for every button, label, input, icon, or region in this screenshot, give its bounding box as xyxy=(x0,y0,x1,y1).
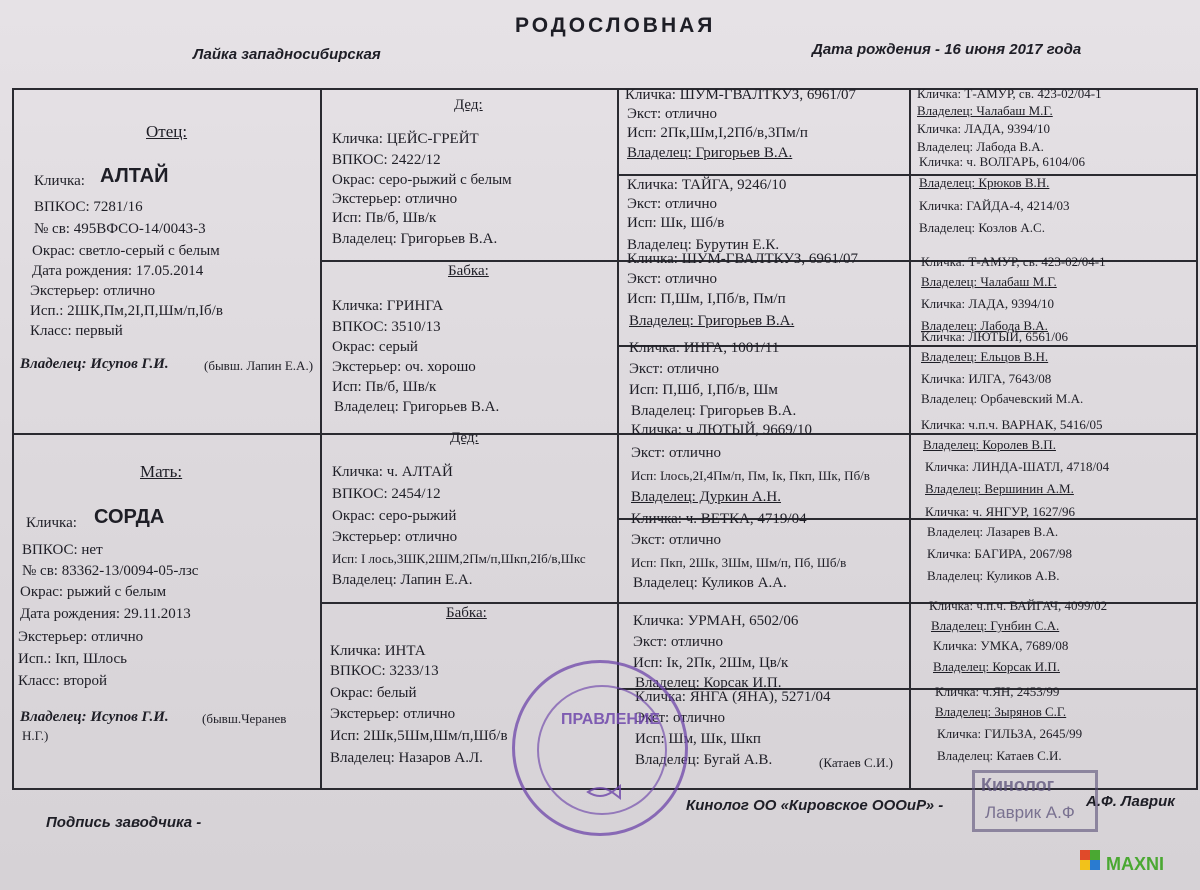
mother-exterior: Экстерьер: отлично xyxy=(18,629,144,645)
stamp-text: ПРАВЛЕНИЕ xyxy=(561,711,661,728)
gg-trials: Исп: П,Шм, І,Пб/в, Пм/п xyxy=(627,291,786,307)
gg-owner: Владелец: Бурутин Е.К. xyxy=(627,237,780,253)
gen4-name: Кличка: Т-АМУР, св. 423-02/04-1 xyxy=(921,254,1106,269)
father-registration: № св: 495ВФСО-14/0043-3 xyxy=(34,221,206,237)
gen4-name: Кличка: ИЛГА, 7643/08 xyxy=(921,371,1052,386)
mother-name-label: Кличка: xyxy=(26,515,77,531)
great-grandparent-cell xyxy=(621,422,911,518)
gg-name: Кличка: ч ЛЮТЫЙ, 9669/10 xyxy=(631,422,812,438)
gg-trials: Исп: Пкп, 2Шк, 3Шм, Шм/п, Пб, Шб/в xyxy=(631,555,847,570)
father-vpkos: ВПКОС: 7281/16 xyxy=(34,199,143,215)
gen4-name: Кличка: ч.п.ч. ВАЙГАЧ, 4099/02 xyxy=(929,598,1108,613)
gg-name: Кличка: ШУМ-ГВАЛТКУЗ, 6961/07 xyxy=(627,251,858,267)
breeder-signature-label: Подпись заводчика - xyxy=(46,814,202,831)
grandparent-trials: Исп: 2Шк,5Шм,Шм/п,Шб/в xyxy=(330,728,508,744)
grandparent-exterior: Экстерьер: отлично xyxy=(332,529,458,545)
grandparent-exterior: Экстерьер: оч. хорошо xyxy=(332,359,476,375)
watermark-text: MAXNI xyxy=(1106,854,1164,874)
gg-exterior: Экст: отлично xyxy=(627,196,718,212)
gen4-owner: Владелец: Куликов А.В. xyxy=(927,568,1060,583)
gen4-name: Кличка: ЛАДА, 9394/10 xyxy=(917,121,1050,136)
grandparent-trials: Исп: Пв/б, Шв/к xyxy=(332,379,437,395)
gen4-owner: Владелец: Крюков В.Н. xyxy=(919,175,1050,190)
gen4-owner: Владелец: Ельцов В.Н. xyxy=(921,349,1049,364)
grandparent-heading: Бабка: xyxy=(448,263,489,279)
father-name-label: Кличка: xyxy=(34,173,85,189)
gg-owner: Владелец: Корсак И.П. xyxy=(635,675,782,691)
father-trials: Исп.: 2ШК,Пм,2І,П,Шм/п,Іб/в xyxy=(30,303,223,319)
mother-vpkos: ВПКОС: нет xyxy=(22,542,103,558)
gen4-owner: Владелец: Орбачевский М.А. xyxy=(921,391,1084,406)
mother-cell xyxy=(14,435,320,788)
gg-exterior: Экст: отлично xyxy=(627,106,718,122)
gg-name: Кличка: ТАЙГА, 9246/10 xyxy=(627,177,787,193)
mother-owner-note-cont: Н.Г.) xyxy=(22,728,49,743)
gg-exterior: Экст: отлично xyxy=(631,445,722,461)
grandparent-color: Окрас: серо-рыжий с белым xyxy=(332,172,512,188)
gg-exterior: Экст: отлично xyxy=(627,271,718,287)
great-grandparent-cell xyxy=(621,251,911,346)
grandparent-cell xyxy=(322,430,617,602)
gg-exterior: Экст: отлично xyxy=(633,634,724,650)
gen4-column xyxy=(913,154,1200,260)
organization-round-stamp xyxy=(512,660,688,836)
gg-owner: Владелец: Григорьев В.А. xyxy=(629,313,795,329)
grandparent-name: Кличка: ИНТА xyxy=(330,643,426,659)
great-grandparent-cell xyxy=(621,511,911,602)
mother-owner-note: (бывш.Черанев xyxy=(202,711,287,726)
grandparent-exterior: Экстерьер: отлично xyxy=(330,706,456,722)
gen4-owner: Владелец: Лабода В.А. xyxy=(917,139,1044,154)
gg-name: Кличка: ч. ВЕТКА, 4719/04 xyxy=(631,511,807,527)
gg-trials: Исп: Шк, Шб/в xyxy=(627,215,725,231)
mother-dob: Дата рождения: 29.11.2013 xyxy=(20,606,191,622)
great-grandparent-cell xyxy=(621,176,911,260)
gen4-column xyxy=(913,504,1200,602)
mother-registration: № св: 83362-13/0094-05-лзс xyxy=(22,563,199,579)
grandparent-heading: Дед: xyxy=(450,430,479,446)
gen4-owner: Владелец: Чалабаш М.Г. xyxy=(921,274,1057,289)
gen4-name: Кличка: УМКА, 7689/08 xyxy=(933,638,1069,653)
gen4-name: Кличка: ГИЛЬЗА, 2645/99 xyxy=(937,726,1083,741)
grandparent-color: Окрас: серый xyxy=(332,339,418,355)
grandparent-owner: Владелец: Григорьев В.А. xyxy=(332,231,498,247)
cynologist-rect-stamp xyxy=(972,770,1098,832)
gg-name: Кличка: ШУМ-ГВАЛТКУЗ, 6961/07 xyxy=(625,87,856,103)
birth-date-label: Дата рождения - 16 июня 2017 года xyxy=(812,41,1082,58)
gen4-owner: Владелец: Вершинин А.М. xyxy=(925,481,1074,496)
gen4-name: Кличка: ЛИНДА-ШАТЛ, 4718/04 xyxy=(925,459,1110,474)
father-class: Класс: первый xyxy=(30,323,123,339)
cynologist-name: А.Ф. Лаврик xyxy=(1086,793,1175,810)
gg-owner: Владелец: Дуркин А.Н. xyxy=(631,489,782,505)
gen4-name: Кличка: БАГИРА, 2067/98 xyxy=(927,546,1073,561)
grandparent-owner: Владелец: Григорьев В.А. xyxy=(334,399,500,415)
gen4-owner: Владелец: Лабода В.А. xyxy=(921,318,1048,333)
gen4-name: Кличка: ч.п.ч. ВАРНАК, 5416/05 xyxy=(921,417,1103,432)
gg-owner: Владелец: Григорьев В.А. xyxy=(627,145,793,161)
grandparent-vpkos: ВПКОС: 3510/13 xyxy=(332,319,441,335)
gen4-name: Кличка: ч. ВОЛГАРЬ, 6104/06 xyxy=(919,154,1085,169)
gen4-name: Кличка: ч. ЯНГУР, 1627/96 xyxy=(925,504,1075,519)
gen4-owner: Владелец: Королев В.П. xyxy=(923,437,1056,452)
gen4-owner: Владелец: Катаев С.И. xyxy=(937,748,1062,763)
breed-label: Лайка западносибирская xyxy=(193,46,381,63)
father-owner: Владелец: Исупов Г.И. xyxy=(20,356,169,372)
gen4-owner: Владелец: Гунбин С.А. xyxy=(931,618,1060,633)
gen4-owner: Владелец: Чалабаш М.Г. xyxy=(917,103,1053,118)
grandparent-vpkos: ВПКОС: 3233/13 xyxy=(330,663,439,679)
gg-name: Кличка: ИНГА, 1001/11 xyxy=(629,340,780,356)
gen4-column xyxy=(913,598,1200,688)
father-name: АЛТАЙ xyxy=(100,165,169,187)
gg-trials: Исп: 2Пк,Шм,І,2Пб/в,3Пм/п xyxy=(627,125,808,141)
mother-heading: Мать: xyxy=(140,462,183,481)
mother-color: Окрас: рыжий с белым xyxy=(20,584,167,600)
gen4-owner: Владелец: Козлов А.С. xyxy=(919,220,1045,235)
gg-exterior: Экст: отлично xyxy=(635,710,726,726)
gg-trials: Исп: Шм, Шк, Шкп xyxy=(635,731,761,747)
gg-trials: Исп: Ілось,2І,4Пм/п, Пм, Ік, Пкп, Шк, Пб/в xyxy=(631,468,870,483)
grandparent-heading: Бабка: xyxy=(446,605,487,621)
gen4-owner: Владелец: Лазарев В.А. xyxy=(927,524,1059,539)
grandparent-name: Кличка: ч. АЛТАЙ xyxy=(332,464,453,480)
gg-name: Кличка: УРМАН, 6502/06 xyxy=(633,613,799,629)
father-owner-note: (бывш. Лапин Е.А.) xyxy=(204,358,314,373)
rect-stamp-title: Кинолог xyxy=(981,775,1055,795)
grandparent-exterior: Экстерьер: отлично xyxy=(332,191,458,207)
father-dob: Дата рождения: 17.05.2014 xyxy=(32,263,204,279)
father-exterior: Экстерьер: отлично xyxy=(30,283,156,299)
father-heading: Отец: xyxy=(146,122,188,141)
grandparent-color: Окрас: серо-рыжий xyxy=(332,508,457,524)
grandparent-trials: Исп: Пв/б, Шв/к xyxy=(332,210,437,226)
fish-icon xyxy=(512,660,688,836)
gg-exterior: Экст: отлично xyxy=(629,361,720,377)
grandparent-name: Кличка: ГРИНГА xyxy=(332,298,444,314)
gg-owner: Владелец: Бугай А.В. xyxy=(635,752,773,768)
gg-trials: Исп: П,Шб, І,Пб/в, Шм xyxy=(629,382,778,398)
cynologist-label: Кинолог ОО «Кировское ОООиР» - xyxy=(686,797,944,814)
grandparent-cell xyxy=(322,262,617,433)
father-cell xyxy=(14,90,320,433)
mother-trials: Исп.: Ікп, Шлось xyxy=(18,651,127,667)
document-title: РОДОСЛОВНАЯ xyxy=(515,14,716,37)
grandparent-vpkos: ВПКОС: 2454/12 xyxy=(332,486,441,502)
gen4-owner: Владелец: Корсак И.П. xyxy=(933,659,1060,674)
maxni-watermark-logo xyxy=(1078,842,1198,882)
gen4-name: Кличка: ч.ЯН, 2453/99 xyxy=(935,684,1060,699)
mother-class: Класс: второй xyxy=(18,673,107,689)
gg-owner-note: (Катаев С.И.) xyxy=(819,755,893,770)
gen4-owner: Владелец: Зырянов С.Г. xyxy=(935,704,1067,719)
gg-name: Кличка: ЯНГА (ЯНА), 5271/04 xyxy=(635,689,831,705)
mother-owner: Владелец: Исупов Г.И. xyxy=(20,709,169,725)
rect-stamp-name: Лаврик А.Ф xyxy=(985,803,1075,822)
grandparent-owner: Владелец: Назаров А.Л. xyxy=(330,750,483,766)
great-grandparent-cell xyxy=(621,86,911,174)
grandparent-owner: Владелец: Лапин Е.А. xyxy=(332,572,473,588)
gg-trials: Исп: Ік, 2Пк, 2Шм, Цв/к xyxy=(633,655,789,671)
gg-exterior: Экст: отлично xyxy=(631,532,722,548)
grandparent-trials: Исп: I лось,3ШК,2ШМ,2Пм/п,Шкп,2Іб/в,Шкс xyxy=(332,551,586,566)
mother-name: СОРДА xyxy=(94,506,165,528)
grandparent-name: Кличка: ЦЕЙС-ГРЕЙТ xyxy=(332,131,479,147)
gen4-name: Кличка: ГАЙДА-4, 4214/03 xyxy=(919,198,1070,213)
father-color: Окрас: светло-серый с белым xyxy=(32,243,220,259)
grandparent-heading: Дед: xyxy=(454,97,483,113)
gg-owner: Владелец: Григорьев В.А. xyxy=(631,403,797,419)
gen4-name: Кличка: ЛАДА, 9394/10 xyxy=(921,296,1054,311)
gg-owner: Владелец: Куликов А.А. xyxy=(633,575,787,591)
gen4-name: Кличка: ЛЮТЫЙ, 6561/06 xyxy=(921,329,1069,344)
gen4-name: Кличка: Т-АМУР, св. 423-02/04-1 xyxy=(917,86,1102,101)
grandparent-cell xyxy=(322,90,617,260)
grandparent-vpkos: ВПКОС: 2422/12 xyxy=(332,152,441,168)
grandparent-color: Окрас: белый xyxy=(330,685,417,701)
